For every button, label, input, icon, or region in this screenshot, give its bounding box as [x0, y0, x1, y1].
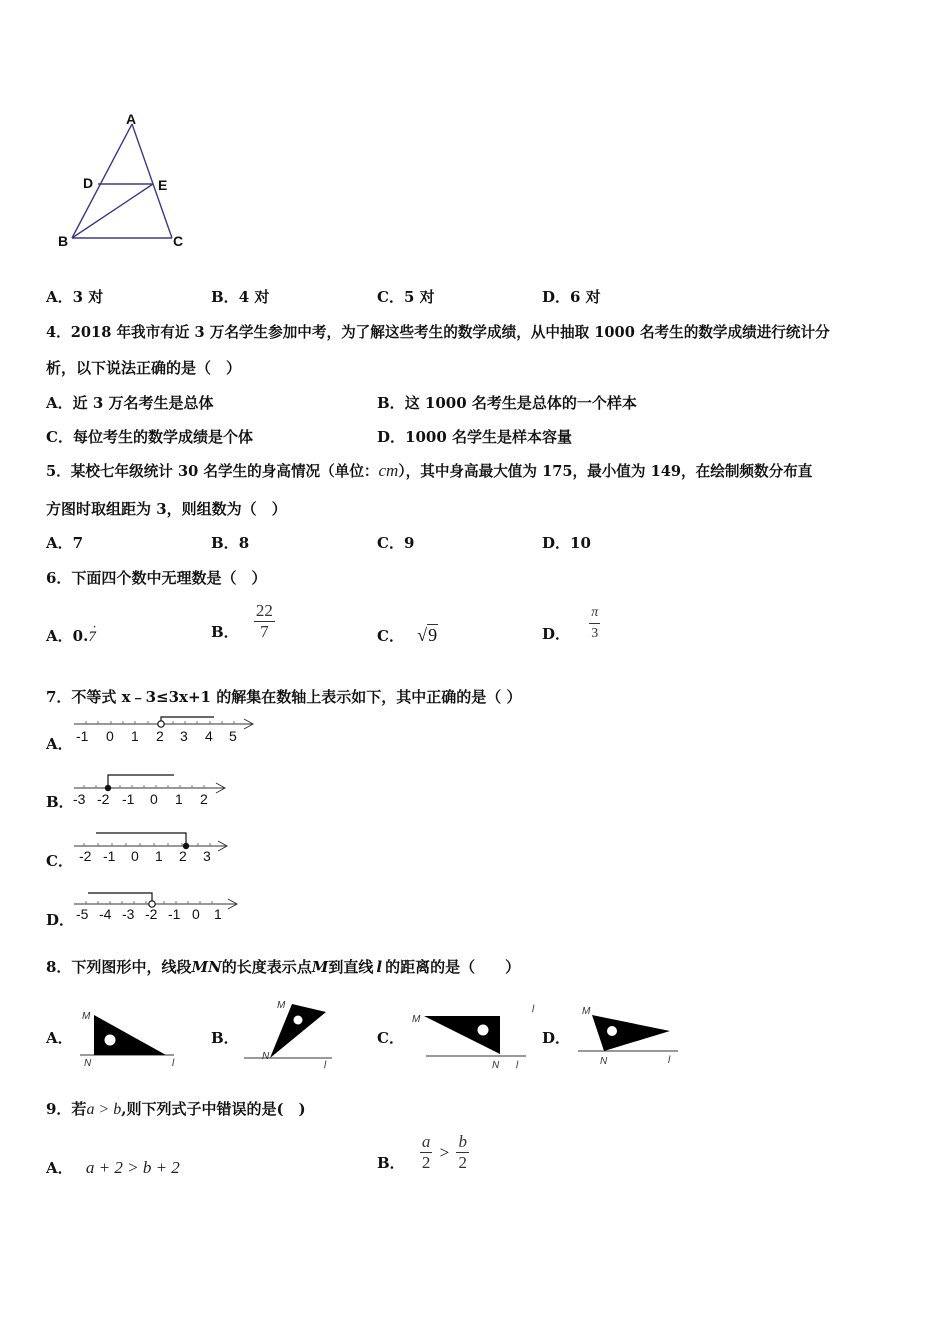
- tick-label: 1: [131, 728, 139, 744]
- tick-label: -1: [122, 791, 135, 807]
- q5-option-c[interactable]: C．9: [377, 534, 415, 552]
- svg-text:l: l: [532, 1004, 535, 1015]
- fraction-a-over-2: $\frac{a}{2}$: [421, 1132, 431, 1172]
- q4-stem-line1: 4．2018 年我市有近 3 万名学生参加中考，为了解这些考生的数学成绩，从中抽取 1000 名考生的数学成绩进行统计分: [46, 324, 830, 341]
- set-square-figure-c: [404, 1002, 536, 1072]
- tick-label: -3: [122, 906, 135, 922]
- tick-label: 1: [155, 848, 163, 864]
- svg-text:M: M: [412, 1014, 421, 1025]
- tick-label: -2: [145, 906, 158, 922]
- q6-option-b[interactable]: B． $\frac{22}{7}$: [211, 601, 273, 641]
- tick-label: 3: [203, 848, 211, 864]
- set-square-figure-d: [574, 1002, 684, 1070]
- unit-cm: cm: [378, 461, 399, 480]
- q6-option-d[interactable]: D． $\frac{\pi}{3}$: [542, 605, 599, 643]
- q5-stem-line1: 5．某校七年级统计 30 名学生的身高情况（单位：cm），其中身高最大值为 175，最小值为 149，在绘制频数分布直: [46, 461, 813, 480]
- q4-option-d[interactable]: D．1000 名学生是样本容量: [377, 428, 572, 446]
- set-square-figure-b: [240, 996, 340, 1072]
- sqrt-sign: √: [417, 625, 428, 645]
- tick-label: 3: [180, 728, 188, 744]
- set-square-figure-a: [78, 1004, 186, 1068]
- vertex-e-label: E: [158, 177, 168, 193]
- svg-text:N: N: [84, 1058, 92, 1068]
- tick-label: -3: [73, 791, 86, 807]
- q4-option-a[interactable]: A．近 3 万名考生是总体: [46, 394, 214, 412]
- svg-text:l: l: [668, 1055, 671, 1066]
- tick-label: 5: [229, 728, 237, 744]
- tick-label: -1: [168, 906, 181, 922]
- vertex-b-label: B: [58, 233, 69, 249]
- q9-option-a[interactable]: A． a + 2 > b + 2: [46, 1158, 180, 1177]
- q6-option-a[interactable]: A．0. · 7: [46, 619, 97, 645]
- svg-text:M: M: [277, 1000, 286, 1011]
- svg-text:M: M: [582, 1006, 591, 1017]
- q8-option-d[interactable]: D．: [542, 1029, 571, 1047]
- vertex-c-label: C: [173, 233, 184, 249]
- tick-label: -2: [79, 848, 92, 864]
- fraction-22-over-7: $\frac{22}{7}$: [255, 601, 273, 641]
- tick-label: 2: [179, 848, 187, 864]
- repeating-digit: · 7: [88, 619, 97, 645]
- vertex-d-label: D: [83, 175, 94, 191]
- tick-label: 0: [131, 848, 139, 864]
- svg-text:l: l: [516, 1060, 519, 1071]
- q8-option-c[interactable]: C．: [377, 1029, 404, 1047]
- tick-label: 1: [214, 906, 222, 922]
- fraction-b-over-2: $\frac{b}{2}$: [458, 1132, 467, 1172]
- number-line-d: [68, 887, 268, 927]
- number-line-b: [68, 770, 268, 810]
- fraction-pi-over-3: $\frac{\pi}{3}$: [591, 605, 599, 641]
- svg-text:N: N: [600, 1056, 608, 1067]
- tick-label: 2: [200, 791, 208, 807]
- number-line-a: [68, 712, 268, 752]
- q4-option-c[interactable]: C．每位考生的数学成绩是个体: [46, 428, 253, 446]
- q4-option-b[interactable]: B．这 1000 名考生是总体的一个样本: [377, 394, 637, 412]
- q3-option-b[interactable]: B．4 对: [211, 288, 270, 306]
- tick-label: 1: [175, 791, 183, 807]
- q7-option-c[interactable]: C．: [46, 852, 73, 870]
- tick-label: -1: [103, 848, 116, 864]
- q7-stem: 7．不等式 x﹣3≤3x+1 的解集在数轴上表示如下，其中正确的是（ ）: [46, 688, 522, 706]
- q3-option-d[interactable]: D．6 对: [542, 288, 601, 306]
- q3-option-a[interactable]: A．3 对: [46, 288, 104, 306]
- q5-option-b[interactable]: B．8: [211, 534, 250, 552]
- triangle-figure: [50, 108, 200, 258]
- expression-a: a + 2 > b + 2: [85, 1158, 180, 1177]
- q4-stem-line2: 析，以下说法正确的是（ ）: [46, 359, 242, 377]
- q5-option-a[interactable]: A．7: [46, 534, 84, 552]
- svg-text:N: N: [492, 1060, 500, 1071]
- greater-than: >: [439, 1142, 450, 1162]
- svg-text:M: M: [82, 1011, 91, 1022]
- vertex-a-label: A: [126, 111, 137, 127]
- tick-label: 2: [156, 728, 164, 744]
- tick-label: 0: [150, 791, 158, 807]
- q6-option-c[interactable]: C． √9: [377, 625, 438, 645]
- number-line-c: [68, 828, 268, 868]
- q9-option-b[interactable]: B． $\frac{a}{2}$ > $\frac{b}{2}$: [377, 1132, 467, 1172]
- q8-stem: 8．下列图形中，线段MN的长度表示点M到直线 l 的距离的是（ ）: [46, 958, 521, 976]
- tick-label: 4: [205, 728, 213, 744]
- q7-option-a[interactable]: A．: [46, 735, 73, 753]
- q7-option-d[interactable]: D．: [46, 911, 75, 929]
- tick-label: -1: [76, 728, 89, 744]
- svg-text:l: l: [172, 1058, 175, 1068]
- q7-option-b[interactable]: B．: [46, 793, 74, 811]
- q8-option-a[interactable]: A．: [46, 1029, 73, 1047]
- q8-option-b[interactable]: B．: [211, 1029, 239, 1047]
- tick-label: -4: [99, 906, 112, 922]
- q5-stem-line2: 方图时取组距为 3，则组数为（ ）: [46, 500, 287, 518]
- svg-text:l: l: [324, 1060, 327, 1071]
- q3-option-c[interactable]: C．5 对: [377, 288, 435, 306]
- tick-label: -5: [76, 906, 89, 922]
- q5-option-d[interactable]: D．10: [542, 534, 591, 552]
- q9-stem: 9．若a > b,则下列式子中错误的是( ): [46, 1100, 306, 1118]
- tick-label: 0: [192, 906, 200, 922]
- svg-text:N: N: [262, 1051, 270, 1062]
- sqrt-expression: √9: [417, 625, 438, 645]
- tick-label: -2: [97, 791, 110, 807]
- tick-label: 0: [106, 728, 114, 744]
- q6-stem: 6．下面四个数中无理数是（ ）: [46, 569, 267, 587]
